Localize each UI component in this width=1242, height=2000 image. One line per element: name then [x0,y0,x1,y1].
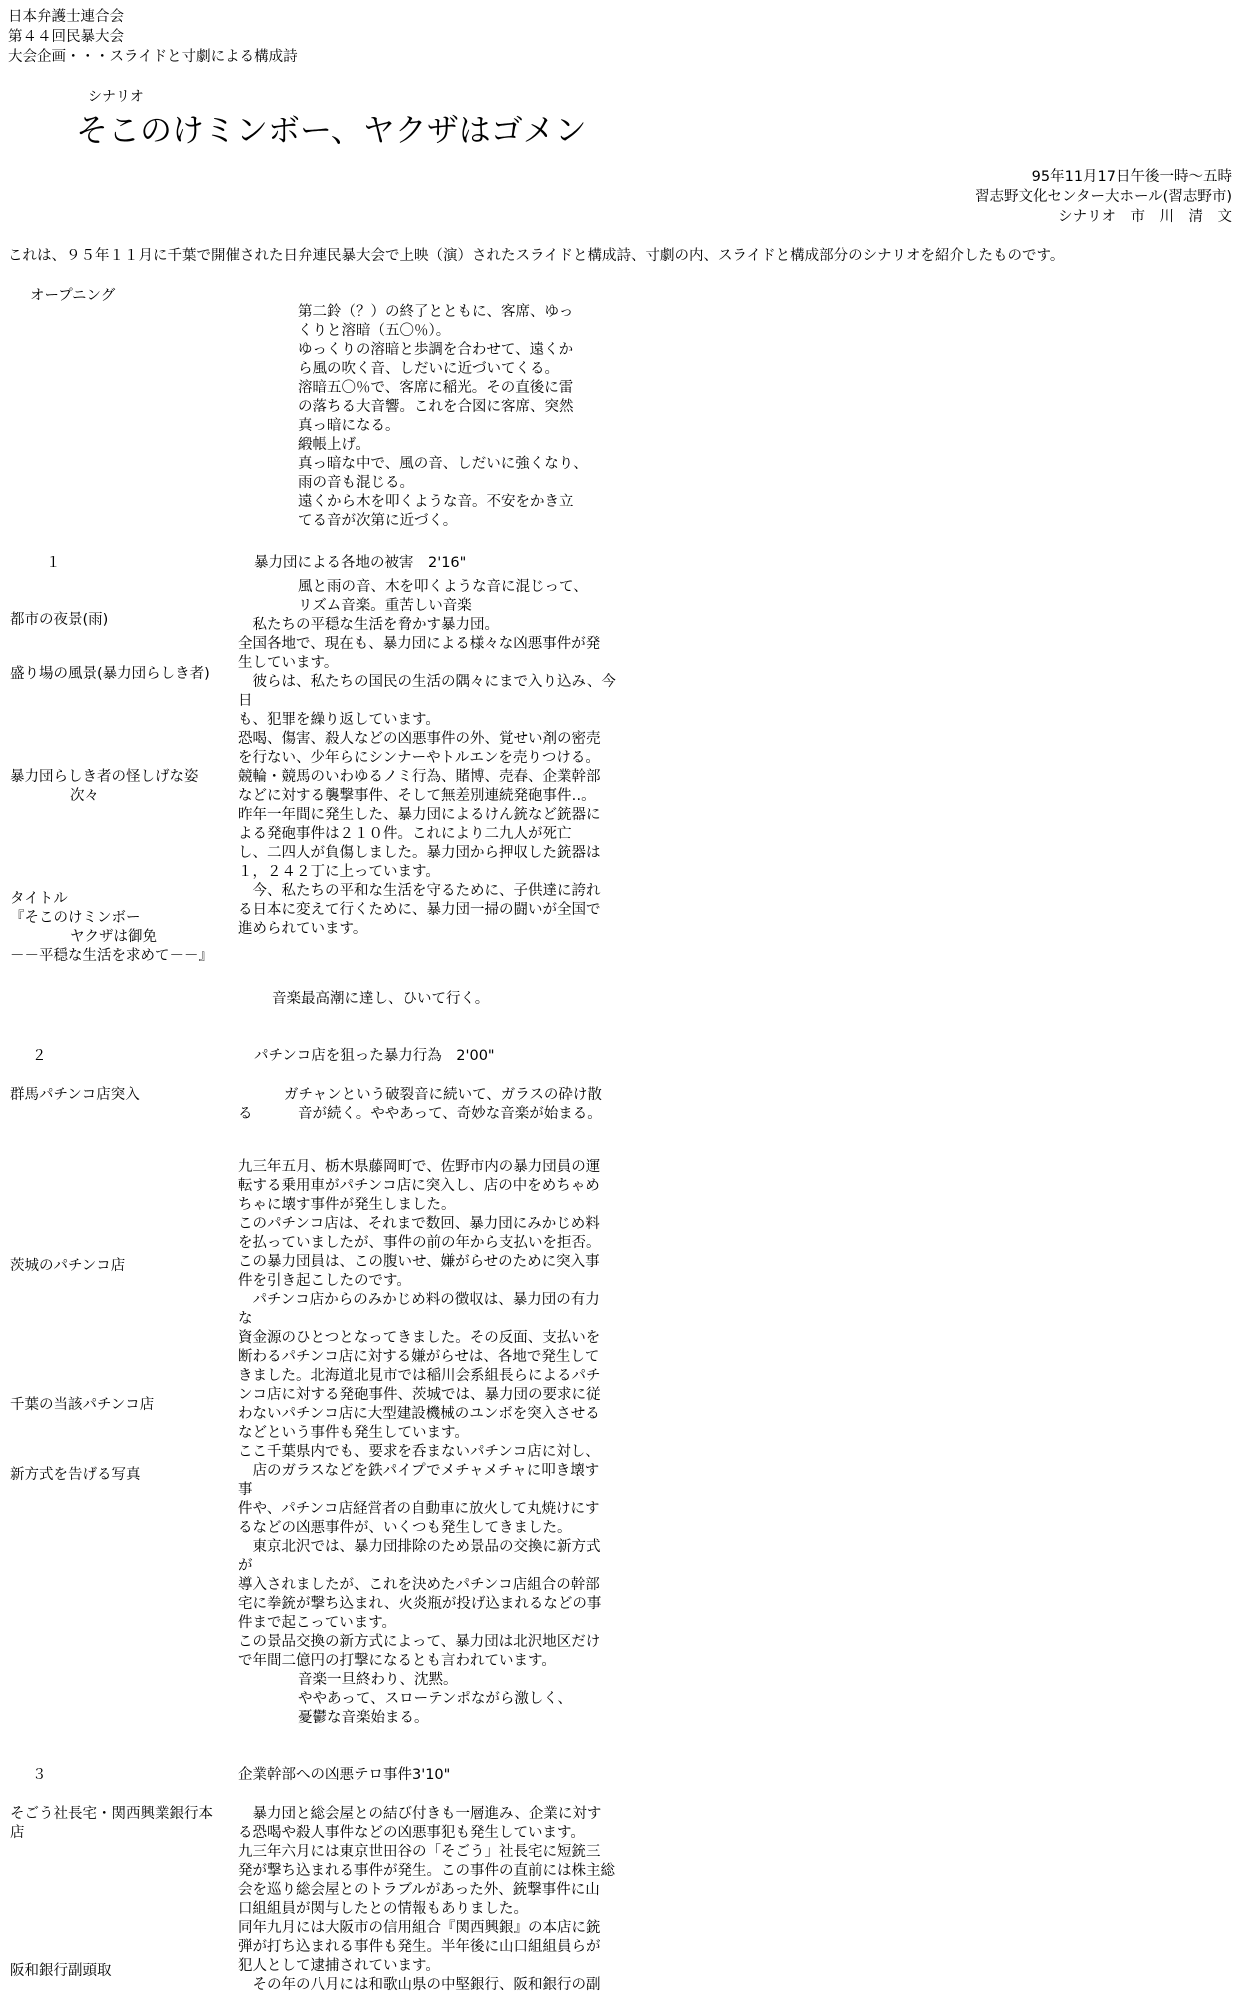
title-ruby: シナリオ [88,89,144,105]
narration-line: 事 [238,1482,253,1498]
section-number: ２ [32,1048,47,1064]
org-name: 日本弁護士連合会 [8,9,124,25]
narration-line: パチンコ店からのみかじめ料の徴収は、暴力団の有力 [238,1292,600,1308]
section-number: ３ [32,1767,47,1783]
slide-note: 暴力団らしき者の怪しげな姿 [10,769,199,785]
narration-line: な [238,1311,253,1327]
narration-line: その年の八月には和歌山県の中堅銀行、阪和銀行の副 [238,1977,601,1993]
narration-line: を払っていましたが、事件の前の年から支払いを拒否。 [238,1235,601,1251]
opening-directions [298,303,588,531]
stage-line: ややあって、スローテンポながら激しく、 [298,1691,573,1707]
opening-line: 緞帳上げ。 [298,437,370,453]
narration-line: 競輪・競馬のいわゆるノミ行為、賭博、売春、企業幹部 [238,769,601,785]
narration-line: 東京北沢では、暴力団排除のため景品の交換に新方式 [238,1539,601,1555]
narration-line: 九三年六月には東京世田谷の「そごう」社長宅に短銃三 [238,1844,601,1860]
narration-line: し、二四人が負傷しました。暴力団から押収した銃器は [238,845,601,861]
narration-line: 今、私たちの平和な生活を守るために、子供達に誇れ [238,883,601,899]
narration-line: 同年九月には大阪市の信用組合『関西興銀』の本店に銃 [238,1920,601,1936]
opening-line: ゆっくりの溶暗と歩調を合わせて、遠くか [298,342,574,358]
slide-note: 店 [10,1825,25,1841]
stage-direction [298,578,588,616]
narration-line: 件を引き起こしたのです。 [238,1273,411,1289]
section-heading: 暴力団による各地の被害 2'16" [254,555,467,571]
opening-line: 真っ暗になる。 [298,418,400,434]
section-heading: 企業幹部への凶悪テロ事件3'10" [238,1767,451,1783]
slide-note: 阪和銀行副頭取 [10,1963,112,1979]
narration-line: る恐喝や殺人事件などの凶悪事犯も発生しています。 [238,1825,585,1841]
opening-line: 真っ暗な中で、風の音、しだいに強くなり、 [298,456,588,472]
narration-line: このパチンコ店は、それまで数回、暴力団にみかじめ料 [238,1216,600,1232]
intro-text: これは、９５年１１月に千葉で開催された日弁連民暴大会で上映（演）されたスライドと構成詩、寸劇の内、スライドと構成部分のシナリオを紹介したものです。 [8,248,1065,264]
stage-direction [298,1671,572,1728]
event-venue: 習志野文化センター大ホール(習志野市) [975,189,1232,205]
narration-line: 九三年五月、栃木県藤岡町で、佐野市内の暴力団員の運 [238,1159,601,1175]
narration-line: る日本に変えて行くために、暴力団一掃の闘いが全国で [238,902,601,918]
narration-line: 日 [238,693,253,709]
stage-line: 音楽一旦終わり、沈黙。 [298,1672,458,1688]
narration-line: 資金源のひとつとなってきました。その反面、支払いを [238,1330,601,1346]
narration-line: この景品交換の新方式によって、暴力団は北沢地区だけ [238,1634,601,1650]
narration-line: 弾が打ち込まれる事件も発生。半年後に山口組組員らが [238,1939,601,1955]
slide-note: 群馬パチンコ店突入 [10,1087,140,1103]
narration-line: 件まで起こっています。 [238,1615,397,1631]
stage-direction: ガチャンという破裂音に続いて、ガラスの砕け散 [284,1087,602,1103]
section-number: １ [46,555,61,571]
slide-note: ヤクザは御免 [70,929,157,945]
narration-line: 発が撃ち込まれる事件が発生。この事件の直前には株主総 [238,1863,615,1879]
slide-note: 都市の夜景(雨) [10,612,109,628]
narration-line: などという事件も発生しています。 [238,1425,469,1441]
opening-line: てる音が次第に近づく。 [298,513,458,529]
slide-note: －－平穏な生活を求めて－－』 [10,948,213,964]
narration-line: 断わるパチンコ店に対する嫌がらせは、各地で発生して [238,1349,600,1365]
narration-line: で年間二億円の打撃になるとも言われています。 [238,1653,556,1669]
narration-line: が [238,1558,253,1574]
slide-note: 新方式を告げる写真 [10,1467,141,1483]
narration-line: 転する乗用車がパチンコ店に突入し、店の中をめちゃめ [238,1178,600,1194]
narration-1 [238,616,616,939]
narration-line: 店のガラスなどを鉄パイプでメチャメチャに叩き壊す [238,1463,600,1479]
event-datetime: 95年11月17日午後一時～五時 [1031,169,1232,185]
scenario-author: シナリオ 市 川 清 文 [1058,209,1232,225]
slide-note: そごう社長宅・関西興業銀行本 [10,1806,213,1822]
opening-label: オープニング [30,288,116,304]
narration-line: 導入されましたが、これを決めたパチンコ店組合の幹部 [238,1577,600,1593]
slide-note: 千葉の当該パチンコ店 [10,1397,155,1413]
event-subtitle: 大会企画・・・スライドと寸劇による構成詩 [8,49,298,65]
narration-line: ここ千葉県内でも、要求を呑まないパチンコ店に対し、 [238,1444,600,1460]
narration-line: わないパチンコ店に大型建設機械のユンボを突入させる [238,1406,600,1422]
slide-note: 茨城のパチンコ店 [10,1258,126,1274]
opening-line: 溶暗五〇％で、客席に稲光。その直後に雷 [298,380,574,396]
narration-line: この暴力団員は、この腹いせ、嫌がらせのために突入事 [238,1254,600,1270]
narration-line: 暴力団と総会屋との結び付きも一層進み、企業に対す [238,1806,602,1822]
slide-note: 盛り場の風景(暴力団らしき者) [10,666,210,682]
stage-line: リズム音楽。重苦しい音楽 [298,598,472,614]
opening-line: 雨の音も混じる。 [298,475,414,491]
opening-line: くりと溶暗（五〇％）。 [298,323,451,339]
narration-line: を行ない、少年らにシンナーやトルエンを売りつける。 [238,750,600,766]
stage-line: 憂鬱な音楽始まる。 [298,1710,429,1726]
narration-line: 口組組員が関与したとの情報もありました。 [238,1901,528,1917]
opening-line: 遠くから木を叩くような音。不安をかき立 [298,494,574,510]
narration-2 [238,1158,601,1671]
event-name: 第４４回民暴大会 [8,29,124,45]
stage-direction: る [238,1106,253,1122]
narration-line: などに対する襲撃事件、そして無差別連続発砲事件‥。 [238,788,596,804]
narration-3 [238,1805,615,1995]
opening-line: 第二鈴（？）の終了とともに、客席、ゆっ [298,304,574,320]
slide-note: 次々 [70,788,99,804]
narration-line: １，２４２丁に上っています。 [238,864,440,880]
narration-line: 件や、パチンコ店経営者の自動車に放火して丸焼けにす [238,1501,600,1517]
stage-direction: 音が続く。ややあって、奇妙な音楽が始まる。 [298,1106,602,1122]
narration-line: 恐喝、傷害、殺人などの凶悪事件の外、覚せい剤の密売 [238,731,601,747]
stage-direction: 音楽最高潮に達し、ひいて行く。 [272,991,490,1007]
narration-line: よる発砲事件は２１０件。これにより二九人が死亡 [238,826,572,842]
narration-line: 会を巡り総会屋とのトラブルがあった外、銃撃事件に山 [238,1882,600,1898]
narration-line: 昨年一年間に発生した、暴力団によるけん銃など銃器に [238,807,601,823]
narration-line: 犯人として逮捕されています。 [238,1958,440,1974]
narration-line: 彼らは、私たちの国民の生活の隅々にまで入り込み、今 [238,674,616,690]
narration-line: も、犯罪を繰り返しています。 [238,712,440,728]
opening-line: の落ちる大音響。これを合図に客席、突然 [298,399,574,415]
narration-line: 私たちの平穏な生活を脅かす暴力団。 [238,617,499,633]
narration-line: ちゃに壊す事件が発生しました。 [238,1197,456,1213]
slide-note: タイトル [10,891,68,907]
opening-line: ら風の吹く音、しだいに近づいてくる。 [298,361,559,377]
narration-line: 宅に拳銃が撃ち込まれ、火炎瓶が投げ込まれるなどの事 [238,1596,602,1612]
slide-note: 『そこのけミンボー [10,910,141,926]
narration-line: るなどの凶悪事件が、いくつも発生してきました。 [238,1520,572,1536]
stage-line: 風と雨の音、木を叩くような音に混じって、 [298,579,588,595]
narration-line: きました。北海道北見市では稲川会系組長らによるパチ [238,1368,601,1384]
narration-line: ンコ店に対する発砲事件、茨城では、暴力団の要求に従 [238,1387,601,1403]
section-heading: パチンコ店を狙った暴力行為 2'00" [254,1048,495,1064]
narration-line: 生しています。 [238,655,339,671]
narration-line: 進められています。 [238,921,368,937]
narration-line: 全国各地で、現在も、暴力団による様々な凶悪事件が発 [238,636,601,652]
page-title: そこのけミンボー、ヤクザはゴメン [76,111,587,149]
